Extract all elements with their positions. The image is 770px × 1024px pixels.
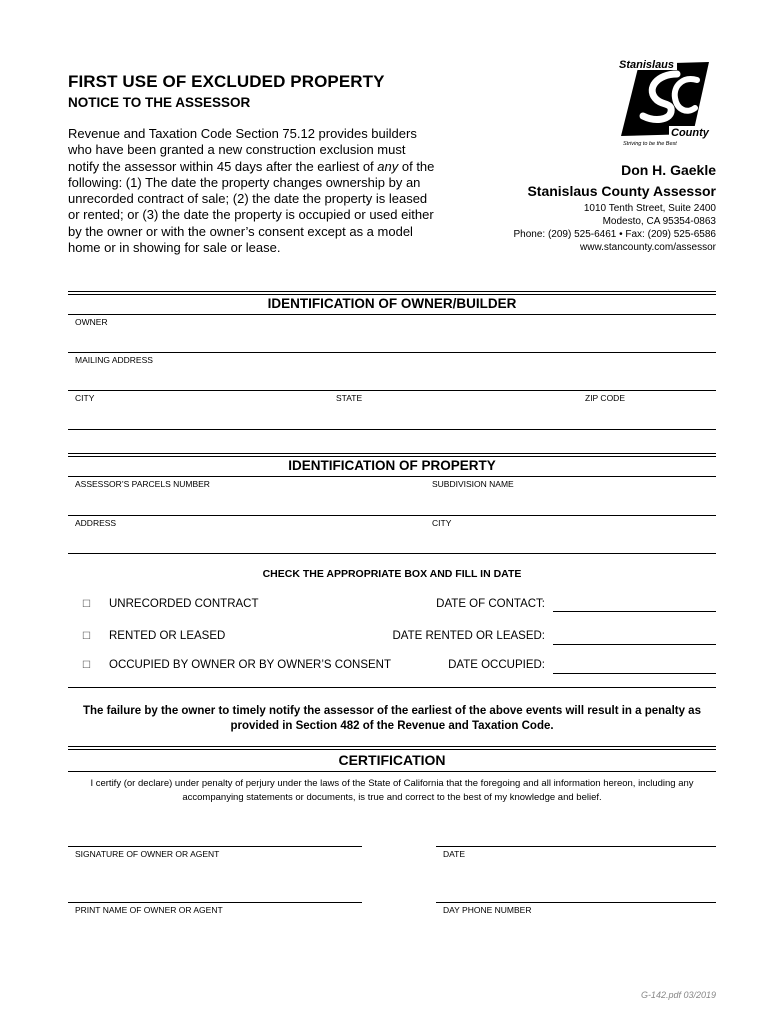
assessor-city: Modesto, CA 95354-0863 — [602, 216, 716, 227]
date-rented-leased-field[interactable] — [553, 644, 716, 645]
occupied-checkbox[interactable]: ☐ — [82, 660, 91, 671]
stanislaus-county-logo — [617, 56, 717, 148]
assessor-office: Stanislaus County Assessor — [527, 183, 716, 199]
property-city-label: CITY — [432, 518, 452, 528]
owner-city-label: CITY — [75, 393, 95, 403]
check-instructions: CHECK THE APPROPRIATE BOX AND FILL IN DATE — [262, 568, 522, 580]
mailing-address-label: MAILING ADDRESS — [75, 355, 153, 365]
print-name-label: PRINT NAME OF OWNER OR AGENT — [75, 905, 223, 915]
unrecorded-contract-checkbox[interactable]: ☐ — [82, 599, 91, 610]
date-of-contact-field[interactable] — [553, 611, 716, 612]
certification-heading: CERTIFICATION — [338, 752, 446, 768]
city-state-zip-field[interactable] — [68, 429, 716, 430]
owner-state-label: STATE — [336, 393, 363, 403]
date-label: DATE — [443, 849, 466, 859]
rented-leased-label: RENTED OR LEASED — [109, 630, 226, 642]
logo-bottom-text: County — [671, 127, 709, 139]
date-rented-leased-label: DATE RENTED OR LEASED: — [392, 630, 545, 642]
owner-field[interactable] — [68, 352, 716, 353]
penalty-warning: The failure by the owner to timely notify the assessor of the earliest of the above events will result in a penalty as provided in Section 482 of the Revenue and Taxation Code. — [83, 705, 701, 732]
logo-top-text: Stanislaus — [619, 59, 675, 71]
owner-zip-label: ZIP CODE — [585, 393, 625, 403]
form-number: G-142.pdf 03/2019 — [640, 990, 716, 1000]
section-divider — [68, 453, 716, 457]
property-address-label: ADDRESS — [75, 518, 117, 528]
divider — [68, 771, 716, 772]
day-phone-label: DAY PHONE NUMBER — [443, 905, 532, 915]
parcel-number-label: ASSESSOR’S PARCELS NUMBER — [75, 479, 210, 489]
assessor-contact — [513, 160, 716, 254]
parcel-subdivision-field[interactable] — [68, 515, 716, 516]
divider — [68, 476, 716, 477]
signature-field[interactable] — [68, 846, 362, 847]
signature-label: SIGNATURE OF OWNER OR AGENT — [75, 849, 220, 859]
assessor-phone: Phone: (209) 525-6461 • Fax: (209) 525-6586 — [513, 229, 716, 240]
mailing-address-field[interactable] — [68, 390, 716, 391]
intro-paragraph: Revenue and Taxation Code Section 75.12 provides builders who have been granted a new construction exclusion must notify the assessor within 45 days after the earliest of any of the following: (1) The date the property changes ownership by an unrecorded contract of sale; (2) the date the property is leased or rented; or (3) the date the property is occupied or used either by the owner or with the owner’s consent except as a model home or in showing for sale or lease. — [68, 126, 435, 256]
date-occupied-field[interactable] — [553, 673, 716, 674]
rented-leased-checkbox[interactable]: ☐ — [82, 631, 91, 642]
unrecorded-contract-label: UNRECORDED CONTRACT — [109, 598, 259, 610]
owner-section-heading: IDENTIFICATION OF OWNER/BUILDER — [267, 296, 517, 311]
assessor-name: Don H. Gaekle — [621, 162, 716, 178]
date-field[interactable] — [436, 846, 716, 847]
divider — [68, 314, 716, 315]
print-name-field[interactable] — [68, 902, 362, 903]
certification-statement: I certify (or declare) under penalty of perjury under the laws of the State of California that the foregoing and all information hereon, including any accompanying statements or documents, is true and correct to the best of my knowledge and belief. — [90, 778, 694, 803]
form-title: FIRST USE OF EXCLUDED PROPERTY — [68, 72, 385, 91]
assessor-street: 1010 Tenth Street, Suite 2400 — [583, 203, 716, 214]
section-divider — [68, 291, 716, 295]
occupied-label: OCCUPIED BY OWNER OR BY OWNER’S CONSENT — [109, 659, 391, 671]
day-phone-field[interactable] — [436, 902, 716, 903]
intro-emphasis: any — [377, 158, 399, 174]
logo-tagline: Striving to be the Best — [623, 141, 677, 147]
section-divider — [68, 746, 716, 750]
form-subtitle: NOTICE TO THE ASSESSOR — [68, 95, 251, 110]
address-city-field[interactable] — [68, 553, 716, 554]
property-section-heading: IDENTIFICATION OF PROPERTY — [288, 458, 496, 473]
divider — [68, 687, 716, 688]
owner-label: OWNER — [75, 317, 108, 327]
assessor-website[interactable]: www.stancounty.com/assessor — [580, 242, 716, 253]
date-occupied-label: DATE OCCUPIED: — [448, 659, 545, 671]
date-of-contact-label: DATE OF CONTACT: — [436, 598, 545, 610]
subdivision-name-label: SUBDIVISION NAME — [432, 479, 514, 489]
